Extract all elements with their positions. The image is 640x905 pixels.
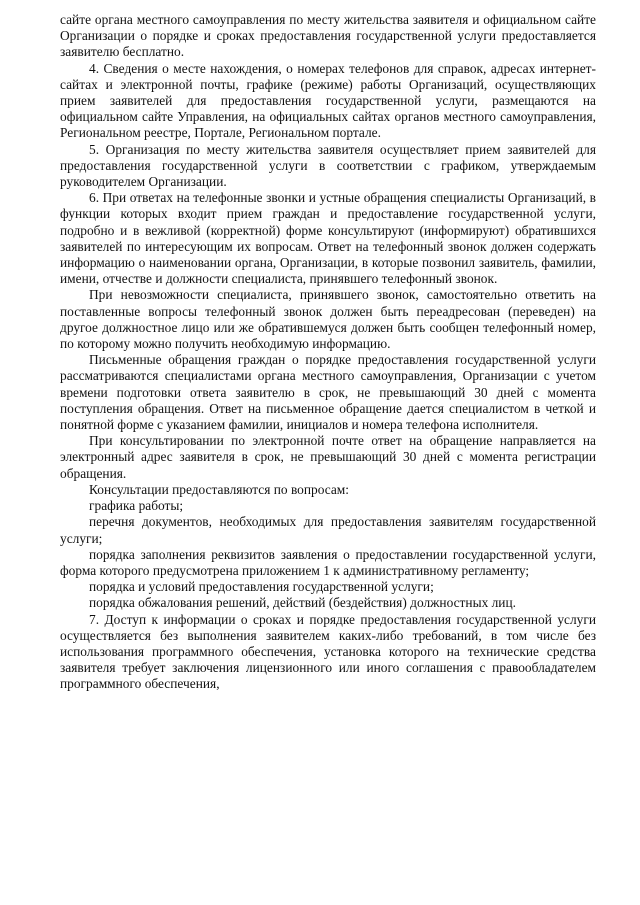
list-item-application-form: порядка заполнения реквизитов заявления о предоставлении государственной услуги, форма которого предусмотрена приложением 1 к административному регламенту; xyxy=(60,546,596,578)
paragraph-4-location-info: 4. Сведения о месте нахождения, о номерах телефонов для справок, адресах интернет-сайтах и электронной почты, графике (режиме) работы Организаций, осуществляющих прием заявителей для предоставления государственной услуги, размещаются на официальном сайте Управления, на официальных сайтах органов местного самоуправления, Региональном реестре, Портале, Региональном портале. xyxy=(60,60,596,141)
list-item-schedule: графика работы; xyxy=(89,498,184,514)
paragraph-7-access: 7. Доступ к информации о сроках и порядке предоставления государственной услуги осуществляется без выполнения заявителем каких-либо требований, в том числе без использования программного обеспечения, установка которого на технические средства заявителя требует заключения лицензионного или иного соглашения с правообладателем программного обеспечения, xyxy=(60,611,596,692)
paragraph-free-info-continuation: сайте органа местного самоуправления по месту жительства заявителя и официальном сайте Организации о порядке и сроках предоставления государственной услуги предоставляется заявителю бесплатно. xyxy=(60,12,596,60)
list-item-appeals: порядка обжалования решений, действий (бездействия) должностных лиц. xyxy=(89,595,516,611)
paragraph-email-consulting: При консультировании по электронной почте ответ на обращение направляется на электронный адрес заявителя в срок, не превышающий 30 дней с момента регистрации обращения. xyxy=(60,433,596,481)
paragraph-5-reception: 5. Организация по месту жительства заявителя осуществляет прием заявителей для предоставления государственной услуги в соответствии с графиком, утверждаемым руководителем Организации. xyxy=(60,141,596,190)
list-item-documents: перечня документов, необходимых для предоставления заявителям государственной услуги; xyxy=(60,514,596,546)
paragraph-consultation-topics: Консультации предоставляются по вопросам: xyxy=(89,481,350,497)
paragraph-6-phone-answers: 6. При ответах на телефонные звонки и устные обращения специалисты Организаций, в функции которых входит прием граждан и предоставление государственной услуги, подробно и в вежливой (корректной) форме консультируют (информируют) обратившихся заявителей по интересующим их вопросам. Ответ на телефонный звонок должен содержать информацию о наименовании органа, Организации, в которые позвонил заявитель, фамилии, имени, отчестве и должности специалиста, принявшего телефонный звонок. xyxy=(60,190,596,287)
paragraph-redirect-call: При невозможности специалиста, принявшего звонок, самостоятельно ответить на поставленные вопросы телефонный звонок должен быть переадресован (переведен) на другое должностное лицо или же обратившемуся должен быть сообщен телефонный номер, по которому можно получить необходимую информацию. xyxy=(60,287,596,352)
paragraph-written-requests: Письменные обращения граждан о порядке предоставления государственной услуги рассматриваются специалистами органа местного самоуправления, Организации с учетом времени подготовки ответа заявителю в срок, не превышающий 30 дней с момента поступления обращения. Ответ на письменное обращение дается специалистом в четкой и понятной форме с указанием фамилии, инициалов и номера телефона исполнителя. xyxy=(60,352,596,433)
list-item-conditions: порядка и условий предоставления государственной услуги; xyxy=(89,579,434,595)
